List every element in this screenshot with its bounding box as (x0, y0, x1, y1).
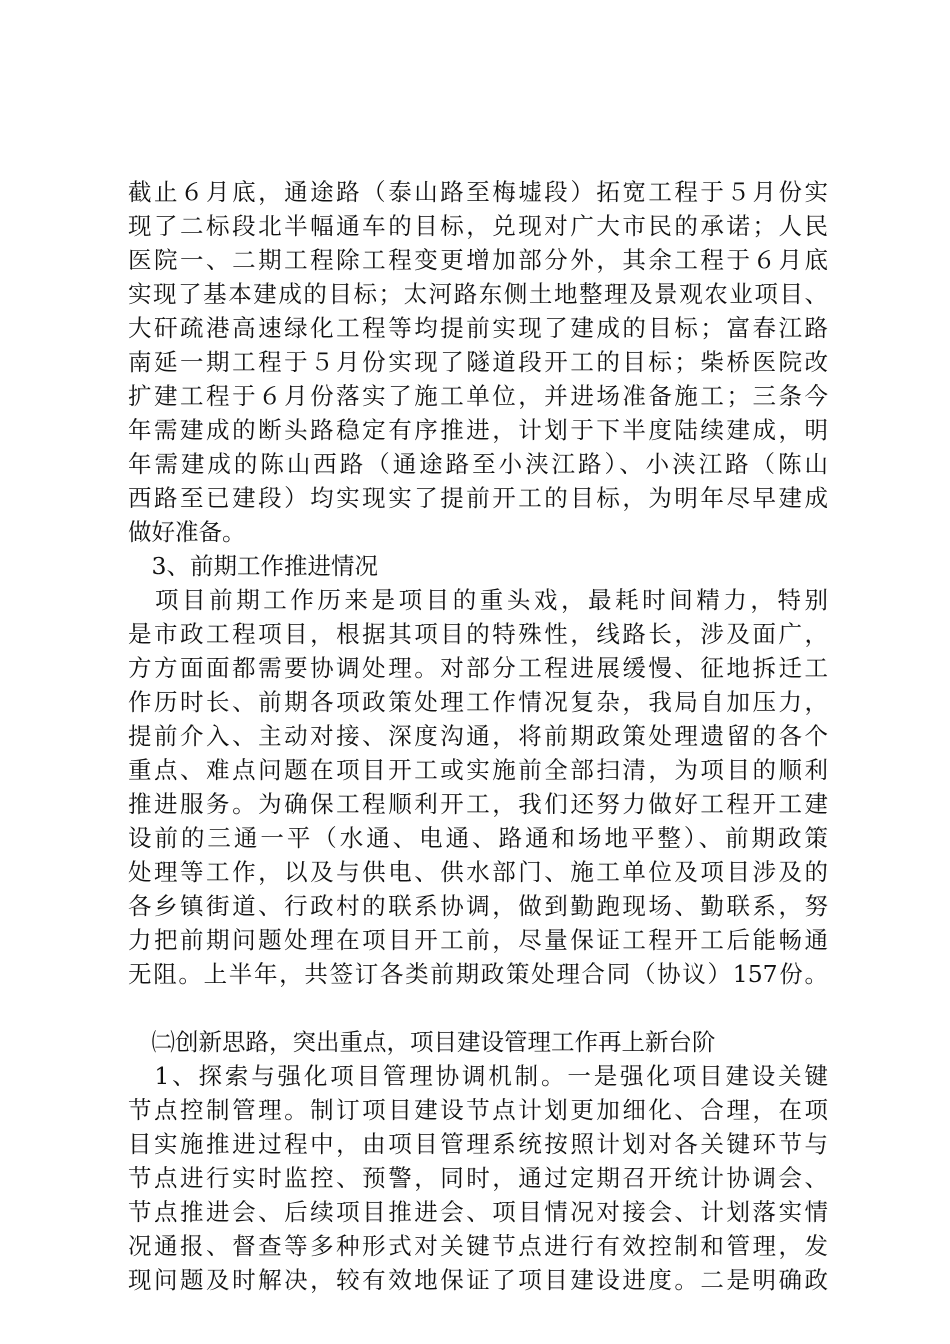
paragraph-line: 作历时长、前期各项政策处理工作情况复杂，我局自加压力， (128, 688, 828, 716)
paragraph-line: 大矸疏港高速绿化工程等均提前实现了建成的目标；富春江路 (128, 314, 828, 342)
section-heading: ㈡创新思路，突出重点，项目建设管理工作再上新台阶 (128, 1028, 716, 1056)
paragraph-line: 提前介入、主动对接、深度沟通，将前期政策处理遗留的各个 (128, 722, 828, 750)
paragraph-line: 医院一、二期工程除工程变更增加部分外，其余工程于６月底 (128, 246, 828, 274)
paragraph-line: 无阻。上半年，共签订各类前期政策处理合同（协议）157份。 (128, 960, 828, 988)
paragraph-line: 节点控制管理。制订项目建设节点计划更加细化、合理，在项 (128, 1096, 828, 1124)
paragraph-line: 实现了基本建成的目标；太河路东侧土地整理及景观农业项目、 (128, 280, 828, 308)
paragraph-line: 节点推进会、后续项目推进会、项目情况对接会、计划落实情 (128, 1198, 828, 1226)
paragraph-line: 推进服务。为确保工程顺利开工，我们还努力做好工程开工建 (128, 790, 828, 818)
paragraph-line: 现了二标段北半幅通车的目标，兑现对广大市民的承诺；人民 (128, 212, 828, 240)
paragraph-line: 设前的三通一平（水通、电通、路通和场地平整）、前期政策 (128, 824, 828, 852)
paragraph-line: 年需建成的陈山西路（通途路至小浃江路）、小浃江路（陈山 (128, 450, 828, 478)
paragraph-line: 重点、难点问题在项目开工或实施前全部扫清，为项目的顺利 (128, 756, 828, 784)
paragraph-line: 是市政工程项目，根据其项目的特殊性，线路长，涉及面广， (128, 620, 828, 648)
paragraph-line: 年需建成的断头路稳定有序推进，计划于下半度陆续建成，明 (128, 416, 828, 444)
paragraph-line: 目实施推进过程中，由项目管理系统按照计划对各关键环节与 (128, 1130, 828, 1158)
paragraph-line: 做好准备。 (128, 518, 246, 546)
paragraph-line: 1、探索与强化项目管理协调机制。一是强化项目建设关键 (128, 1062, 828, 1090)
paragraph-line: 况通报、督查等多种形式对关键节点进行有效控制和管理，发 (128, 1232, 828, 1260)
paragraph-line: 截止６月底，通途路（泰山路至梅墟段）拓宽工程于５月份实 (128, 178, 828, 206)
paragraph-line: 方方面面都需要协调处理。对部分工程进展缓慢、征地拆迁工 (128, 654, 828, 682)
paragraph-line: 节点进行实时监控、预警，同时，通过定期召开统计协调会、 (128, 1164, 828, 1192)
paragraph-line: 各乡镇街道、行政村的联系协调，做到勤跑现场、勤联系，努 (128, 892, 828, 920)
paragraph-line: 南延一期工程于５月份实现了隧道段开工的目标；柴桥医院改 (128, 348, 828, 376)
section-heading: 3、前期工作推进情况 (128, 552, 378, 580)
paragraph-line: 项目前期工作历来是项目的重头戏，最耗时间精力，特别 (128, 586, 828, 614)
paragraph-line: 现问题及时解决，较有效地保证了项目建设进度。二是明确政 (128, 1266, 828, 1294)
paragraph-line: 西路至已建段）均实现实了提前开工的目标，为明年尽早建成 (128, 484, 828, 512)
paragraph-line: 扩建工程于６月份落实了施工单位，并进场准备施工；三条今 (128, 382, 828, 410)
paragraph-line: 处理等工作，以及与供电、供水部门、施工单位及项目涉及的 (128, 858, 828, 886)
paragraph-line: 力把前期问题处理在项目开工前，尽量保证工程开工后能畅通 (128, 926, 828, 954)
